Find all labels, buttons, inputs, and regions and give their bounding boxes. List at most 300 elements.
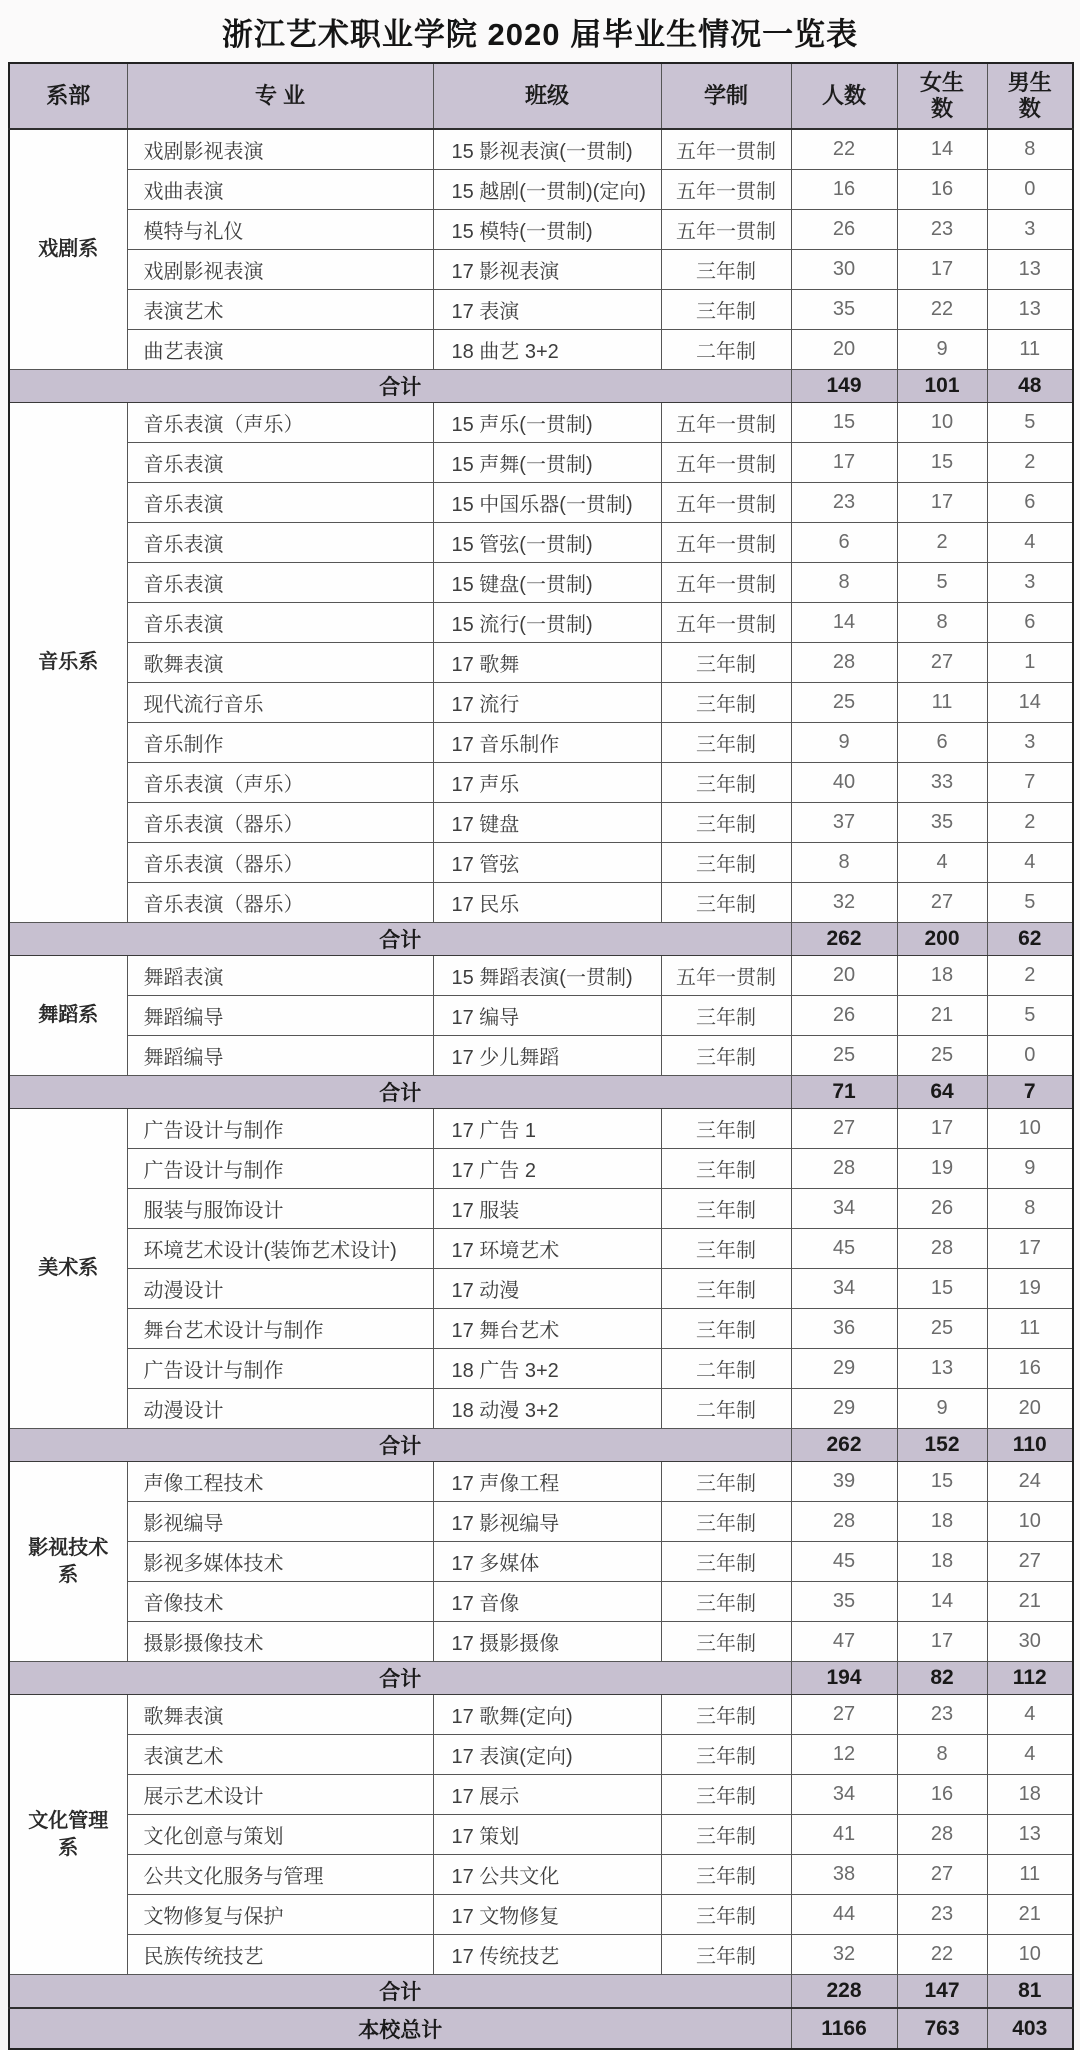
female-count-cell: 8 [897,603,987,643]
female-count-cell: 2 [897,523,987,563]
count-cell: 36 [791,1309,897,1349]
female-count-cell: 14 [897,1582,987,1622]
major-cell: 广告设计与制作 [127,1349,433,1389]
male-count-cell: 4 [987,523,1073,563]
duration-cell: 三年制 [661,883,791,923]
major-cell: 舞蹈编导 [127,1036,433,1076]
female-count-cell: 33 [897,763,987,803]
duration-cell: 三年制 [661,1855,791,1895]
section-total-label: 合计 [9,1662,791,1695]
class-cell: 17 歌舞(定向) [433,1695,661,1735]
count-cell: 17 [791,443,897,483]
section-total-male: 62 [987,923,1073,956]
count-cell: 28 [791,643,897,683]
duration-cell: 三年制 [661,763,791,803]
class-cell: 15 声乐(一贯制) [433,403,661,443]
section-total-male: 112 [987,1662,1073,1695]
female-count-cell: 27 [897,1855,987,1895]
department-cell: 美术系 [9,1109,127,1429]
class-cell: 15 越剧(一贯制)(定向) [433,170,661,210]
department-cell: 音乐系 [9,403,127,923]
section-total-row [9,923,1073,956]
class-cell: 17 民乐 [433,883,661,923]
graduates-table [8,62,1074,2050]
male-count-cell: 10 [987,1935,1073,1975]
table-row [9,1462,1073,1502]
section-total-female: 64 [897,1076,987,1109]
duration-cell: 二年制 [661,330,791,370]
header-department: 系部 [9,63,127,129]
major-cell: 歌舞表演 [127,643,433,683]
male-count-cell: 2 [987,443,1073,483]
class-cell: 17 舞台艺术 [433,1309,661,1349]
table-row [9,250,1073,290]
duration-cell: 三年制 [661,683,791,723]
male-count-cell: 19 [987,1269,1073,1309]
count-cell: 29 [791,1349,897,1389]
table-row [9,1036,1073,1076]
male-count-cell: 24 [987,1462,1073,1502]
count-cell: 28 [791,1502,897,1542]
male-count-cell: 1 [987,643,1073,683]
female-count-cell: 23 [897,1895,987,1935]
count-cell: 35 [791,1582,897,1622]
table-row [9,1229,1073,1269]
count-cell: 32 [791,883,897,923]
header-duration: 学制 [661,63,791,129]
duration-cell: 五年一贯制 [661,129,791,170]
table-row [9,1149,1073,1189]
class-cell: 15 管弦(一贯制) [433,523,661,563]
class-cell: 17 公共文化 [433,1855,661,1895]
count-cell: 22 [791,129,897,170]
table-row [9,1189,1073,1229]
female-count-cell: 28 [897,1229,987,1269]
male-count-cell: 8 [987,1189,1073,1229]
table-row [9,1935,1073,1975]
table-header [9,63,1073,129]
count-cell: 41 [791,1815,897,1855]
class-cell: 17 编导 [433,996,661,1036]
section-total-count: 262 [791,923,897,956]
major-cell: 音乐表演 [127,563,433,603]
duration-cell: 五年一贯制 [661,956,791,996]
table-row [9,563,1073,603]
male-count-cell: 6 [987,483,1073,523]
female-count-cell: 8 [897,1735,987,1775]
count-cell: 35 [791,290,897,330]
table-row [9,129,1073,170]
class-cell: 17 流行 [433,683,661,723]
duration-cell: 三年制 [661,1735,791,1775]
table-row [9,1622,1073,1662]
count-cell: 25 [791,683,897,723]
class-cell: 15 影视表演(一贯制) [433,129,661,170]
table-row [9,1855,1073,1895]
female-count-cell: 14 [897,129,987,170]
male-count-cell: 17 [987,1229,1073,1269]
duration-cell: 五年一贯制 [661,443,791,483]
female-count-cell: 4 [897,843,987,883]
male-count-cell: 3 [987,563,1073,603]
male-count-cell: 4 [987,843,1073,883]
count-cell: 8 [791,843,897,883]
count-cell: 26 [791,996,897,1036]
female-count-cell: 27 [897,883,987,923]
class-cell: 18 广告 3+2 [433,1349,661,1389]
female-count-cell: 25 [897,1036,987,1076]
male-count-cell: 5 [987,996,1073,1036]
count-cell: 40 [791,763,897,803]
grand-total-count: 1166 [791,2008,897,2049]
female-count-cell: 9 [897,1389,987,1429]
duration-cell: 三年制 [661,1695,791,1735]
duration-cell: 三年制 [661,1189,791,1229]
major-cell: 音像技术 [127,1582,433,1622]
female-count-cell: 18 [897,1502,987,1542]
female-count-cell: 9 [897,330,987,370]
count-cell: 20 [791,330,897,370]
class-cell: 17 音乐制作 [433,723,661,763]
count-cell: 34 [791,1775,897,1815]
section-total-row [9,1076,1073,1109]
class-cell: 17 影视编导 [433,1502,661,1542]
table-row [9,1582,1073,1622]
male-count-cell: 10 [987,1109,1073,1149]
class-cell: 15 模特(一贯制) [433,210,661,250]
class-cell: 17 广告 2 [433,1149,661,1189]
duration-cell: 五年一贯制 [661,563,791,603]
count-cell: 34 [791,1269,897,1309]
major-cell: 影视编导 [127,1502,433,1542]
table-row [9,483,1073,523]
male-count-cell: 14 [987,683,1073,723]
female-count-cell: 16 [897,170,987,210]
class-cell: 17 影视表演 [433,250,661,290]
class-cell: 17 广告 1 [433,1109,661,1149]
male-count-cell: 27 [987,1542,1073,1582]
class-cell: 17 文物修复 [433,1895,661,1935]
class-cell: 18 曲艺 3+2 [433,330,661,370]
female-count-cell: 22 [897,290,987,330]
grand-total-male: 403 [987,2008,1073,2049]
count-cell: 12 [791,1735,897,1775]
major-cell: 广告设计与制作 [127,1109,433,1149]
table-row [9,1349,1073,1389]
duration-cell: 二年制 [661,1389,791,1429]
table-row [9,523,1073,563]
major-cell: 音乐表演（器乐） [127,843,433,883]
male-count-cell: 0 [987,170,1073,210]
duration-cell: 三年制 [661,1149,791,1189]
female-count-cell: 15 [897,443,987,483]
class-cell: 17 声乐 [433,763,661,803]
table-row [9,1109,1073,1149]
grand-total-label: 本校总计 [9,2008,791,2049]
table-row [9,803,1073,843]
female-count-cell: 13 [897,1349,987,1389]
female-count-cell: 27 [897,643,987,683]
table-row [9,763,1073,803]
class-cell: 15 声舞(一贯制) [433,443,661,483]
duration-cell: 三年制 [661,1036,791,1076]
duration-cell: 三年制 [661,803,791,843]
male-count-cell: 13 [987,1815,1073,1855]
class-cell: 17 传统技艺 [433,1935,661,1975]
duration-cell: 三年制 [661,1582,791,1622]
major-cell: 动漫设计 [127,1389,433,1429]
header-row [9,63,1073,129]
section-total-male: 81 [987,1975,1073,2009]
duration-cell: 三年制 [661,1502,791,1542]
male-count-cell: 13 [987,250,1073,290]
class-cell: 17 摄影摄像 [433,1622,661,1662]
major-cell: 广告设计与制作 [127,1149,433,1189]
section-total-label: 合计 [9,1076,791,1109]
major-cell: 环境艺术设计(装饰艺术设计) [127,1229,433,1269]
table-row [9,1309,1073,1349]
section-total-male: 110 [987,1429,1073,1462]
count-cell: 39 [791,1462,897,1502]
male-count-cell: 5 [987,883,1073,923]
major-cell: 展示艺术设计 [127,1775,433,1815]
count-cell: 44 [791,1895,897,1935]
major-cell: 表演艺术 [127,290,433,330]
count-cell: 28 [791,1149,897,1189]
class-cell: 17 声像工程 [433,1462,661,1502]
duration-cell: 三年制 [661,1935,791,1975]
section-total-count: 262 [791,1429,897,1462]
class-cell: 17 展示 [433,1775,661,1815]
duration-cell: 五年一贯制 [661,210,791,250]
class-cell: 17 少儿舞蹈 [433,1036,661,1076]
count-cell: 15 [791,403,897,443]
table-row [9,1269,1073,1309]
department-cell: 文化管理系 [9,1695,127,1975]
section-total-label: 合计 [9,370,791,403]
male-count-cell: 11 [987,330,1073,370]
female-count-cell: 25 [897,1309,987,1349]
class-cell: 17 策划 [433,1815,661,1855]
male-count-cell: 5 [987,403,1073,443]
header-female-count: 女生数 [897,63,987,129]
section-total-female: 147 [897,1975,987,2009]
section-total-label: 合计 [9,1429,791,1462]
table-row [9,1735,1073,1775]
header-male-count: 男生数 [987,63,1073,129]
class-cell: 17 服装 [433,1189,661,1229]
section-total-female: 82 [897,1662,987,1695]
table-row [9,403,1073,443]
department-cell: 舞蹈系 [9,956,127,1076]
duration-cell: 三年制 [661,1269,791,1309]
male-count-cell: 0 [987,1036,1073,1076]
major-cell: 公共文化服务与管理 [127,1855,433,1895]
duration-cell: 三年制 [661,1622,791,1662]
table-row [9,996,1073,1036]
duration-cell: 三年制 [661,1542,791,1582]
major-cell: 影视多媒体技术 [127,1542,433,1582]
count-cell: 29 [791,1389,897,1429]
male-count-cell: 13 [987,290,1073,330]
duration-cell: 三年制 [661,1815,791,1855]
female-count-cell: 5 [897,563,987,603]
duration-cell: 二年制 [661,1349,791,1389]
male-count-cell: 6 [987,603,1073,643]
male-count-cell: 11 [987,1855,1073,1895]
major-cell: 摄影摄像技术 [127,1622,433,1662]
class-cell: 17 表演(定向) [433,1735,661,1775]
table-row [9,1542,1073,1582]
section-total-male: 7 [987,1076,1073,1109]
table-row [9,1695,1073,1735]
table-row [9,1389,1073,1429]
duration-cell: 三年制 [661,1462,791,1502]
major-cell: 现代流行音乐 [127,683,433,723]
major-cell: 音乐制作 [127,723,433,763]
female-count-cell: 35 [897,803,987,843]
duration-cell: 五年一贯制 [661,483,791,523]
table-row [9,956,1073,996]
count-cell: 30 [791,250,897,290]
header-major: 专 业 [127,63,433,129]
male-count-cell: 11 [987,1309,1073,1349]
male-count-cell: 9 [987,1149,1073,1189]
class-cell: 17 键盘 [433,803,661,843]
male-count-cell: 2 [987,803,1073,843]
major-cell: 戏剧影视表演 [127,129,433,170]
count-cell: 34 [791,1189,897,1229]
major-cell: 音乐表演（声乐） [127,403,433,443]
table-row [9,330,1073,370]
major-cell: 舞蹈表演 [127,956,433,996]
female-count-cell: 15 [897,1462,987,1502]
duration-cell: 五年一贯制 [661,523,791,563]
section-total-male: 48 [987,370,1073,403]
major-cell: 音乐表演 [127,443,433,483]
female-count-cell: 23 [897,1695,987,1735]
female-count-cell: 22 [897,1935,987,1975]
duration-cell: 五年一贯制 [661,403,791,443]
major-cell: 动漫设计 [127,1269,433,1309]
major-cell: 舞蹈编导 [127,996,433,1036]
major-cell: 民族传统技艺 [127,1935,433,1975]
duration-cell: 三年制 [661,1109,791,1149]
major-cell: 歌舞表演 [127,1695,433,1735]
grand-total-row [9,2008,1073,2049]
female-count-cell: 16 [897,1775,987,1815]
female-count-cell: 6 [897,723,987,763]
major-cell: 模特与礼仪 [127,210,433,250]
section-total-row [9,1662,1073,1695]
section-total-count: 194 [791,1662,897,1695]
section-total-row [9,1975,1073,2009]
count-cell: 20 [791,956,897,996]
section-total-count: 228 [791,1975,897,2009]
count-cell: 25 [791,1036,897,1076]
table-row [9,1775,1073,1815]
female-count-cell: 21 [897,996,987,1036]
table-row [9,443,1073,483]
class-cell: 18 动漫 3+2 [433,1389,661,1429]
duration-cell: 三年制 [661,843,791,883]
count-cell: 32 [791,1935,897,1975]
female-count-cell: 23 [897,210,987,250]
female-count-cell: 18 [897,956,987,996]
duration-cell: 三年制 [661,1309,791,1349]
class-cell: 17 表演 [433,290,661,330]
female-count-cell: 26 [897,1189,987,1229]
major-cell: 曲艺表演 [127,330,433,370]
duration-cell: 三年制 [661,1775,791,1815]
count-cell: 45 [791,1542,897,1582]
count-cell: 8 [791,563,897,603]
major-cell: 音乐表演 [127,603,433,643]
section-total-row [9,370,1073,403]
male-count-cell: 20 [987,1389,1073,1429]
section-total-row [9,1429,1073,1462]
male-count-cell: 16 [987,1349,1073,1389]
count-cell: 23 [791,483,897,523]
male-count-cell: 2 [987,956,1073,996]
table-row [9,290,1073,330]
class-cell: 15 流行(一贯制) [433,603,661,643]
header-count: 人数 [791,63,897,129]
duration-cell: 三年制 [661,643,791,683]
major-cell: 文化创意与策划 [127,1815,433,1855]
section-total-count: 149 [791,370,897,403]
male-count-cell: 21 [987,1895,1073,1935]
grand-total-female: 763 [897,2008,987,2049]
count-cell: 38 [791,1855,897,1895]
class-cell: 17 管弦 [433,843,661,883]
male-count-cell: 4 [987,1735,1073,1775]
duration-cell: 三年制 [661,1229,791,1269]
count-cell: 27 [791,1695,897,1735]
class-cell: 17 环境艺术 [433,1229,661,1269]
count-cell: 47 [791,1622,897,1662]
class-cell: 17 多媒体 [433,1542,661,1582]
section-total-label: 合计 [9,1975,791,2009]
title-bar [0,0,1080,62]
section-total-label: 合计 [9,923,791,956]
major-cell: 戏曲表演 [127,170,433,210]
count-cell: 26 [791,210,897,250]
class-cell: 17 音像 [433,1582,661,1622]
table-row [9,843,1073,883]
major-cell: 声像工程技术 [127,1462,433,1502]
duration-cell: 三年制 [661,290,791,330]
table-row [9,1815,1073,1855]
count-cell: 16 [791,170,897,210]
female-count-cell: 17 [897,1109,987,1149]
duration-cell: 三年制 [661,996,791,1036]
duration-cell: 三年制 [661,723,791,763]
major-cell: 表演艺术 [127,1735,433,1775]
female-count-cell: 10 [897,403,987,443]
table-row [9,1502,1073,1542]
table-row [9,170,1073,210]
duration-cell: 五年一贯制 [661,170,791,210]
female-count-cell: 11 [897,683,987,723]
table-row [9,210,1073,250]
header-class: 班级 [433,63,661,129]
section-total-female: 152 [897,1429,987,1462]
female-count-cell: 18 [897,1542,987,1582]
department-cell: 戏剧系 [9,129,127,370]
male-count-cell: 4 [987,1695,1073,1735]
male-count-cell: 7 [987,763,1073,803]
